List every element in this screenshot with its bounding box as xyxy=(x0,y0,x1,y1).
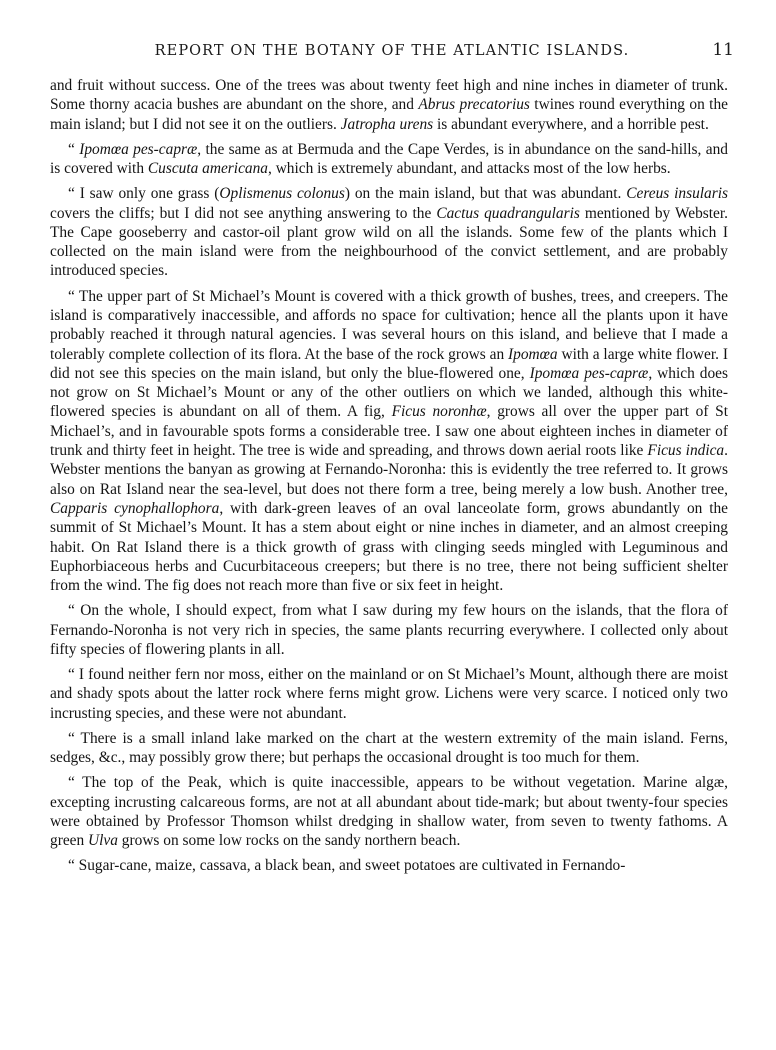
paragraph xyxy=(50,287,728,596)
paragraph xyxy=(50,140,728,179)
running-title: REPORT ON THE BOTANY OF THE ATLANTIC ISLANDS. xyxy=(154,43,630,59)
species-name: Oplismenus colonus xyxy=(219,185,345,203)
paragraph xyxy=(50,729,728,768)
body-text xyxy=(50,76,728,876)
species-name: Cereus insularis xyxy=(626,185,728,203)
text-run: “ I saw only one grass ( xyxy=(68,185,220,203)
species-name: Ipomœa pes-capræ xyxy=(79,140,198,158)
page-number: 11 xyxy=(712,40,734,60)
text-run: , with dark-green leaves of an oval lanceolate form, grows abundantly on the summit of St Michael’s Mount. It has a stem about eight or nine inches in diameter, and an almost creeping habit. On Rat Island there is a thick growth of grass with clinging seeds mingled with Leguminous and Euphorbiaceous herbs and Cucurbitaceous creepers; but there is no tree, there not being sufficient shelter from the wind. The fig does not reach more than five or six feet in height. xyxy=(50,499,728,595)
text-run: mentioned by Webster. The Cape gooseberry and castor-oil plant grow wild on all the islands. Some few of the plants which I collected on the main island were from the neighbourhood of the convict settlement, and are probably introduced species. xyxy=(50,204,728,280)
text-run: “ I found neither fern nor moss, either on the mainland or on St Michael’s Mount, although there are moist and shady spots about the latter rock where ferns might grow. Lichens were very scarce. I noticed only two incrusting species, and these were not abundant. xyxy=(50,666,728,722)
text-run: , which does not grow on St Michael’s Mount or any of the other outliers on which we landed, although this white-flowered species is abundant on all of them. A fig, xyxy=(50,364,729,421)
text-run: . Webster mentions the banyan as growing at Fernando-Noronha: this is evidently the tree referred to. It grows also on Rat Island near the sea-level, but does not there form a tree, being merely a low bush. Another tree, xyxy=(50,442,728,498)
text-run: is abundant everywhere, and a horrible pest. xyxy=(433,115,709,133)
text-run: “ xyxy=(68,140,80,158)
text-run: “ The upper part of St Michael’s Mount is covered with a thick growth of bushes, trees, and creepers. The island is comparatively inaccessible, and affords no space for cultivation; hence all the plants upon it have probably reached it through natural agencies. I was several hours on this island, and believe that I made a tolerably complete collection of its flora. At the base of the rock grows an xyxy=(50,287,728,363)
species-name: Ipomœa pes-capræ xyxy=(529,364,649,382)
species-name: Ficus indica xyxy=(647,442,725,460)
text-run: “ On the whole, I should expect, from what I saw during my few hours on the islands, that the flora of Fernando-Noronha is not very rich in species, the same plants recurring everywhere. I collected only about fifty species of flowering plants in all. xyxy=(50,602,728,658)
text-run: “ There is a small inland lake marked on the chart at the western extremity of the main island. Ferns, sedges, &c., may possibly grow there; but perhaps the occasional drought is too much for them. xyxy=(50,729,728,767)
species-name: Jatropha urens xyxy=(340,115,434,133)
text-run: ) on the main island, but that was abundant. xyxy=(344,185,627,203)
page-header xyxy=(50,40,734,62)
paragraph xyxy=(50,76,728,134)
text-run: and fruit without success. One of the trees was about twenty feet high and nine inches in diameter of trunk. Some thorny acacia bushes are abundant on the shore, and xyxy=(50,77,728,114)
paragraph xyxy=(50,601,728,659)
species-name: Ipomœa xyxy=(508,345,558,363)
species-name: Cuscuta americana xyxy=(147,160,268,178)
species-name: Abrus precatorius xyxy=(418,96,530,114)
paragraph xyxy=(50,773,728,850)
species-name: Ficus noronhæ xyxy=(391,403,487,421)
paragraph xyxy=(50,665,728,723)
text-run: covers the cliffs; but I did not see anything answering to the xyxy=(50,204,437,222)
text-run: , which is extremely abundant, and attacks most of the low herbs. xyxy=(268,160,671,178)
text-run: “ The top of the Peak, which is quite inaccessible, appears to be without vegetation. Marine algæ, excepting incrusting calcareous forms, are not at all abundant about tide-mark; but about twenty-four species were obtained by Professor Thomson whilst dredging in shallow water, from seven to twenty fathoms. A green xyxy=(50,774,728,850)
species-name: Capparis cynophallophora xyxy=(50,499,220,517)
text-run: grows on some low rocks on the sandy northern beach. xyxy=(117,832,461,850)
text-run: with a large white flower. I did not see this species on the main island, but only the blue-flowered one, xyxy=(50,345,728,382)
paragraph xyxy=(50,856,728,875)
text-run: , the same as at Bermuda and the Cape Verdes, is in abundance on the sand-hills, and is covered with xyxy=(50,140,728,178)
species-name: Cactus quadrangularis xyxy=(436,204,580,222)
paragraph xyxy=(50,184,728,280)
text-run: , grows all over the upper part of St Michael’s, and in favourable spots forms a considerable tree. I saw one about eighteen inches in diameter of trunk and thirty feet in height. The tree is wide and spreading, and throws down aerial roots like xyxy=(50,403,728,460)
species-name: Ulva xyxy=(88,832,118,850)
text-run: twines round everything on the main island; but I did not see it on the outliers. xyxy=(50,96,728,133)
text-run: “ Sugar-cane, maize, cassava, a black bean, and sweet potatoes are cultivated in Fernando- xyxy=(68,857,626,875)
